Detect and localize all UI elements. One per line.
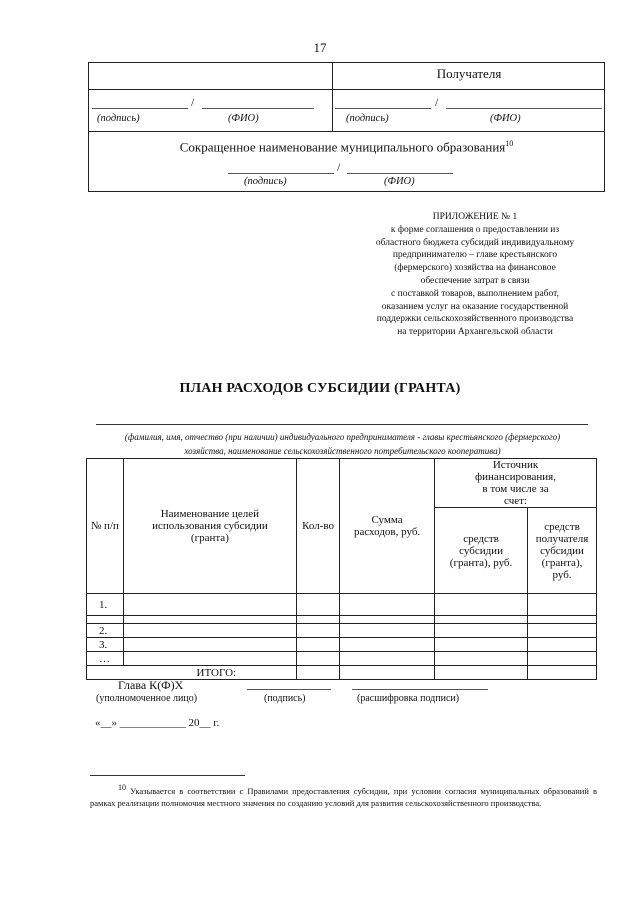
cell-empty xyxy=(435,652,528,666)
row-number: 2. xyxy=(87,624,124,638)
right-slash: / xyxy=(435,95,439,109)
cell-empty xyxy=(297,624,340,638)
header-source-own: средств получателя субсидии (гранта), руб. xyxy=(528,508,597,594)
footnote-ref: 10 xyxy=(505,139,514,148)
cell-empty xyxy=(435,616,528,624)
left-sign-label: (подпись) xyxy=(97,113,140,124)
cell-empty xyxy=(528,624,597,638)
signature-row-divider xyxy=(88,131,605,132)
municipality-label xyxy=(88,139,605,155)
cell-empty xyxy=(340,624,435,638)
table-row xyxy=(87,616,597,624)
cell-empty xyxy=(435,594,528,616)
left-sign-line xyxy=(92,108,188,109)
head-decode-line xyxy=(352,689,488,690)
header-purpose: Наименование целей использования субсидии (гранта) xyxy=(123,459,296,594)
name-hint-line: хозяйства, наименование сельскохозяйственного потребительского кооператива) xyxy=(184,446,501,456)
appendix-line: к форме соглашения о предоставлении из xyxy=(390,224,560,235)
appendix-line: на территории Архангельской области xyxy=(397,327,553,338)
footnote-text: Указывается в соответствии с Правилами предоставления субсидии, при условии согласия муниципальных образований в рамках реализации полномочия местного значения по созданию условий для развития сельскохозяйственного производства. xyxy=(90,785,598,809)
total-label: ИТОГО: xyxy=(87,666,297,680)
page-number: 17 xyxy=(313,40,327,55)
cell-empty xyxy=(528,616,597,624)
cell-empty xyxy=(297,594,340,616)
footnote-number: 10 xyxy=(118,783,126,792)
head-sign-line xyxy=(247,689,331,690)
appendix-line: с поставкой товаров, выполнением работ, xyxy=(391,288,559,299)
header-num: № п/п xyxy=(87,459,124,594)
appendix-line: оказанием услуг на оказание государственной xyxy=(381,301,569,312)
cell-empty xyxy=(340,616,435,624)
footnote xyxy=(90,782,597,810)
header-sum: Сумма расходов, руб. xyxy=(340,459,435,594)
recipient-header: Получателя xyxy=(436,66,502,81)
cell-empty xyxy=(435,666,528,680)
document-title: ПЛАН РАСХОДОВ СУБСИДИИ (ГРАНТА) xyxy=(179,381,461,396)
cell-empty xyxy=(123,594,296,616)
cell-empty xyxy=(528,652,597,666)
head-decode-label: (расшифровка подписи) xyxy=(357,693,460,704)
cell-empty xyxy=(528,638,597,652)
right-sign-line xyxy=(335,108,431,109)
header-qty: Кол-во xyxy=(297,459,340,594)
appendix-line: поддержки сельскохозяйственного производства xyxy=(376,314,574,325)
table-row xyxy=(87,624,597,638)
cell-empty xyxy=(87,616,124,624)
appendix-block xyxy=(355,211,595,339)
cell-empty xyxy=(340,594,435,616)
recipient-name-hint xyxy=(90,430,595,458)
appendix-line: областного бюджета субсидий индивидуальному xyxy=(375,237,575,248)
bottom-name-label: (ФИО) xyxy=(384,176,415,187)
municipality-text: Сокращенное наименование муниципального образования xyxy=(179,139,506,155)
left-name-line xyxy=(202,108,314,109)
appendix-title: ПРИЛОЖЕНИЕ № 1 xyxy=(432,212,518,222)
signature-header-divider xyxy=(88,89,605,90)
appendix-line: (фермерского) хозяйства на финансовое xyxy=(394,263,556,274)
header-source-group: Источник финансирования, в том числе за счет: xyxy=(435,459,597,508)
cell-empty xyxy=(123,652,296,666)
cell-empty xyxy=(528,666,597,680)
bottom-name-line xyxy=(347,173,453,174)
appendix-line: обеспечение затрат в связи xyxy=(420,275,530,286)
table-row xyxy=(87,638,597,652)
cell-empty xyxy=(123,638,296,652)
cell-empty xyxy=(435,638,528,652)
row-number: 1. xyxy=(87,594,124,616)
cell-empty xyxy=(528,594,597,616)
right-name-line xyxy=(446,108,602,109)
right-name-label: (ФИО) xyxy=(490,113,521,124)
cell-empty xyxy=(435,624,528,638)
cell-empty xyxy=(297,652,340,666)
date-line: «__» ____________ 20__ г. xyxy=(95,717,220,729)
head-sign-label: (подпись) xyxy=(264,693,306,704)
cell-empty xyxy=(340,638,435,652)
recipient-name-line xyxy=(96,424,588,425)
table-row xyxy=(87,652,597,666)
row-number: 3. xyxy=(87,638,124,652)
table-row xyxy=(87,594,597,616)
cell-empty xyxy=(297,666,340,680)
appendix-line: предпринимателю – главе крестьянского xyxy=(392,250,558,261)
cell-empty xyxy=(297,616,340,624)
left-name-label: (ФИО) xyxy=(228,113,259,124)
header-source-grant: средств субсидии (гранта), руб. xyxy=(435,508,528,594)
name-hint-line: (фамилия, имя, отчество (при наличии) индивидуального предпринимателя - главы крестьянского (фермерского) xyxy=(124,432,561,442)
head-label: Глава К(Ф)Х xyxy=(118,678,184,692)
right-sign-label: (подпись) xyxy=(346,113,389,124)
footnote-rule xyxy=(90,775,245,776)
bottom-sign-line xyxy=(228,173,334,174)
bottom-slash: / xyxy=(337,160,341,174)
bottom-sign-label: (подпись) xyxy=(244,176,287,187)
cell-empty xyxy=(340,652,435,666)
cell-empty xyxy=(340,666,435,680)
cell-empty xyxy=(297,638,340,652)
authorized-label: (уполномоченное лицо) xyxy=(96,693,198,704)
left-slash: / xyxy=(191,95,195,109)
expense-plan-table xyxy=(86,458,597,680)
cell-empty xyxy=(123,624,296,638)
row-number: … xyxy=(87,652,124,666)
cell-empty xyxy=(123,616,296,624)
